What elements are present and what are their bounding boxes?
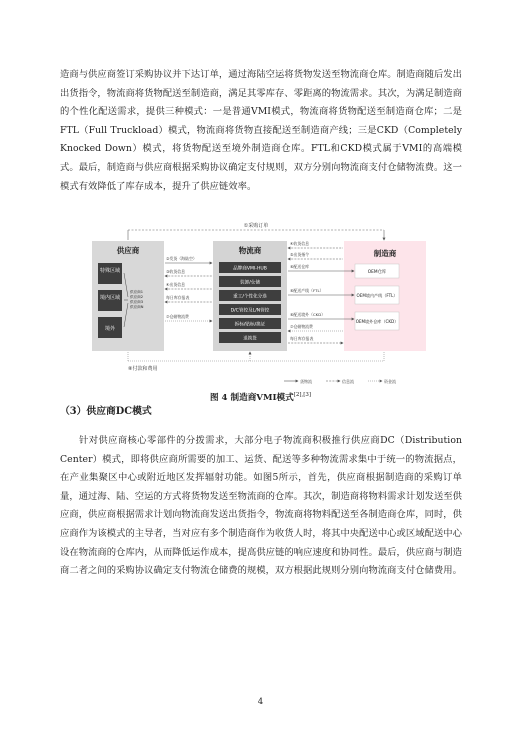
figure-caption-refs: [2],[3] <box>293 392 312 399</box>
legend-item: 资金流 <box>384 379 396 384</box>
oem-domestic-line-label: OEM境内产线（FTL） <box>356 293 398 298</box>
logistics-item: D/C管控及L/N管控 <box>230 308 270 314</box>
flow-label: 每日库存报表 <box>166 295 190 300</box>
flow-label: ②发货（海陆空） <box>166 256 197 261</box>
body-paragraph: 造商与供应商签订采购协议并下达订单，通过海陆空运将货物发送至物流商仓库。制造商随后发出出货指令，物流商将货物配送至制造商，满足其零库存、零距离的物流需求。其次，为满足制造商的个性化配送需求，提供三种模式：一是普通VMI模式，物流商将货物配送至制造商仓库；二是FTL（Full Truckload）模式，物流商将货物直接配送至制造商产线；三是CKD（Completely Knocked Down）模式，将货物配送至境外制造商仓库。FTL和CKD模式属于VMI的高端模式。最后，制造商与供应商根据采购协议确定支付规则，双方分别向物流商支付仓储物流费。这一模式有效降低了库存成本，提升了供应链效率。 <box>60 69 462 192</box>
flow-label: ⑥配送境外（CKD） <box>290 312 326 317</box>
purchase-order-label: ①采购订单 <box>243 223 269 229</box>
flow-label: ⑦仓储物流费 <box>290 324 313 329</box>
oem-overseas-label: OEM境外仓库（CKD） <box>355 319 399 324</box>
figure-caption <box>0 391 521 403</box>
logistics-item: 重工/个性化分选 <box>233 294 267 300</box>
logistics-item: 品牌商VMI-HUB <box>233 266 267 272</box>
oem-warehouse-label: OEM仓库 <box>367 270 387 275</box>
logistics-item: 退换货 <box>243 336 257 342</box>
flow-label: 每日库存报表 <box>290 336 314 341</box>
payment-label: ⑧付款和费用 <box>128 366 158 372</box>
flow-label: ⑥配送仓库 <box>290 264 310 269</box>
page-number: 4 <box>257 697 264 707</box>
supplier-title: 供应商 <box>116 246 140 255</box>
legend-item: 信息流 <box>342 379 354 384</box>
flow-label: ⑥配送产线（FTL） <box>290 288 324 293</box>
legend-item: 货物流 <box>300 379 312 384</box>
flow-label: ④收货信息 <box>290 241 310 246</box>
supplier-tag-1: 供应商1 <box>130 290 144 294</box>
flow-label: ⑦仓储物流费 <box>166 314 189 319</box>
supplier-tag-n: 供应商N <box>130 305 144 309</box>
logistics-item: 装卸/仓储 <box>240 280 260 286</box>
region-overseas-label: 境外 <box>104 326 116 332</box>
manufacturer-title: 制造商 <box>373 249 397 258</box>
logistics-title: 物流商 <box>238 246 262 255</box>
flow-label: ④出货信息 <box>166 282 186 287</box>
supplier-tag-3: 供应商3 <box>130 300 144 304</box>
supplier-tag-2: 供应商2 <box>130 295 144 299</box>
flow-label: ⑤出货指令 <box>290 252 310 257</box>
section-paragraph: 针对供应商核心零部件的分拨需求，大部分电子物流商积极推行供应商DC（Distribution Center）模式，即将供应商所需要的加工、运货、配送等多种物流需求集中于统一的物流据点，在产业集聚区中心或附近地区发挥辐射功能。如图5所示，首先，供应商根据制造商的采购订单量，通过海、陆、空运的方式将货物发送至物流商的仓库。其次，制造商将物料需求计划发送至供应商，供应商根据需求计划向物流商发送出货指令，物流商将物料配送至各制造商仓库，同时，供应商作为该模式的主导者，当对应有多个制造商作为收货人时，将其中央配送中心或区域配送中心设在物流商的仓库内，从而降低运作成本，提高供应链的响应速度和协同性。最后，供应商与制造商二者之间的采购协议确定支付物流仓储费的规模，双方根据此规则分别向物流商支付仓储费用。 <box>60 435 462 577</box>
diagram-legend <box>284 378 396 384</box>
logistics-item: 拆标/贴标/换证 <box>234 322 266 328</box>
figure-caption-label: 图 4 制造商VMI模式 <box>209 393 294 403</box>
flow-label: ③收货信息 <box>166 269 186 274</box>
section-heading: （3）供应商DC模式 <box>60 406 152 417</box>
region-special-label: 特殊区域 <box>99 268 121 274</box>
vmi-model-diagram <box>92 219 428 387</box>
left-flow-arrows <box>165 256 212 321</box>
region-domestic-label: 境内区域 <box>99 295 121 301</box>
